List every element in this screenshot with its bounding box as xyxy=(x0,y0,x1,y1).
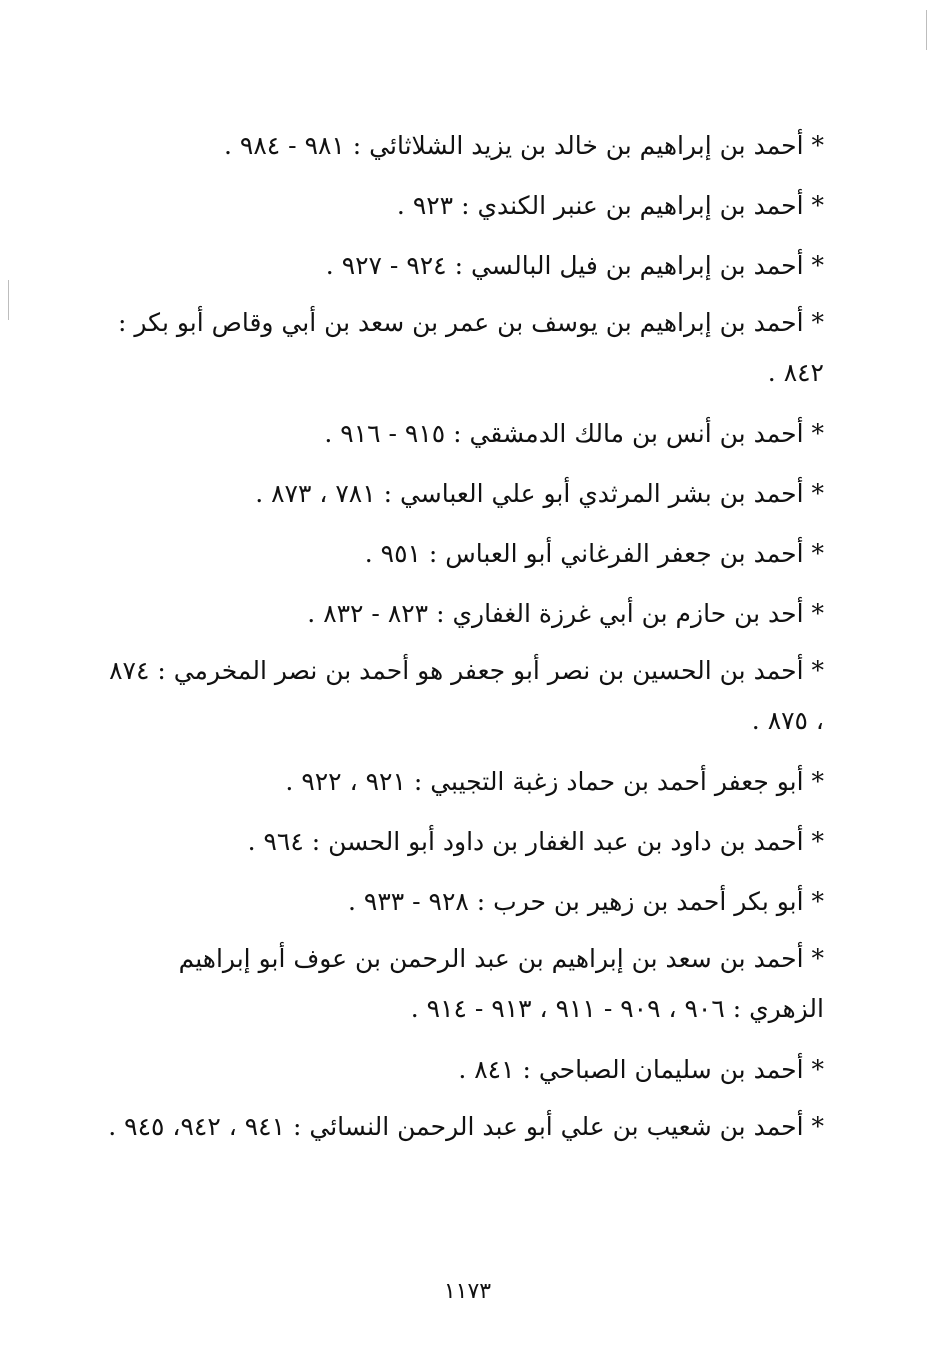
index-entry: * أحمد بن إبراهيم بن يوسف بن عمر بن سعد بن أبي وقاص أبو بكر : ٨٤٢ . xyxy=(117,308,824,387)
index-entry: * أحمد بن داود بن عبد الغفار بن داود أبو الحسن : ٩٦٤ . xyxy=(247,827,824,856)
index-entry: * أبو بكر أحمد بن زهير بن حرب : ٩٢٨ - ٩٣٣ . xyxy=(348,887,824,916)
index-entry: * أحمد بن الحسين بن نصر أبو جعفر هو أحمد بن نصر المخرمي : ٨٧٤ ، ٨٧٥ . xyxy=(109,656,824,735)
page-number: ١١٧٣ xyxy=(443,1279,492,1304)
index-entry: * أحمد بن سعد بن إبراهيم بن عبد الرحمن بن عوف أبو إبراهيم الزهري : ٩٠٦ ، ٩٠٩ - ٩١١ ، ٩١٣ - ٩١٤ . xyxy=(178,944,824,1023)
index-entry: * أبو جعفر أحمد بن حماد زغبة التجيبي : ٩٢١ ، ٩٢٢ . xyxy=(285,767,824,796)
index-entry: * أحمد بن إبراهيم بن فيل البالسي : ٩٢٤ - ٩٢٧ . xyxy=(325,251,824,280)
index-entry: * أحمد بن بشر المرثدي أبو علي العباسي : ٧٨١ ، ٨٧٣ . xyxy=(255,479,824,508)
index-entry: * أحمد بن أنس بن مالك الدمشقي : ٩١٥ - ٩١٦ . xyxy=(324,419,824,448)
index-entry: * أحمد بن إبراهيم بن خالد بن يزيد الشلاثائي : ٩٨١ - ٩٨٤ . xyxy=(224,131,824,160)
index-entry: * أحمد بن شعيب بن علي أبو عبد الرحمن النسائي : ٩٤١ ، ٩٤٢، ٩٤٥ . xyxy=(108,1112,824,1141)
index-entry: * أحد بن حازم بن أبي غرزة الغفاري : ٨٢٣ - ٨٣٢ . xyxy=(307,599,824,628)
index-entries xyxy=(108,118,824,1160)
index-entry: * أحمد بن إبراهيم بن عنبر الكندي : ٩٢٣ . xyxy=(396,191,824,220)
index-entry: * أحمد بن سليمان الصباحي : ٨٤١ . xyxy=(458,1055,824,1084)
right-margin-mark xyxy=(926,10,927,50)
index-entry: * أحمد بن جعفر الفرغاني أبو العباس : ٩٥١ . xyxy=(364,539,824,568)
left-margin-mark xyxy=(8,280,9,320)
